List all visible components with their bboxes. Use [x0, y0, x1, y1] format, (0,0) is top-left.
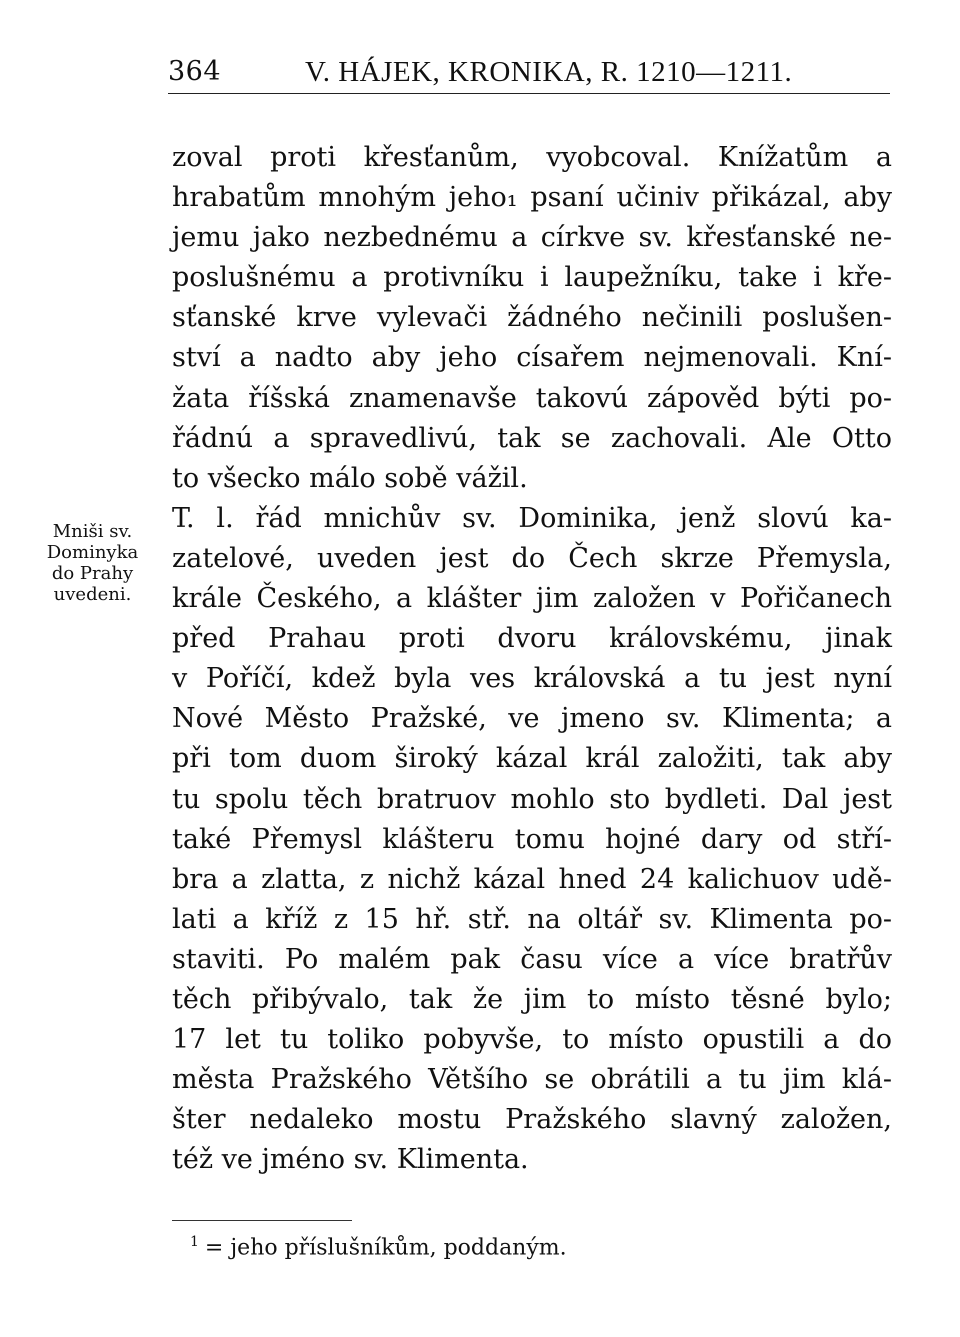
- text-line: v Poříčí, kdež byla ves královská a tu jest nyní: [172, 663, 892, 695]
- body-text: [172, 138, 892, 1180]
- text-line: bra a zlatta, z nichž kázal hned 24 kalichuov udě-: [172, 863, 892, 895]
- text-line: to všecko málo sobě vážil.: [172, 462, 528, 494]
- text-line: města Pražského Většího se obrátili a tu jim klá-: [172, 1064, 892, 1096]
- margin-note: [30, 521, 155, 605]
- text-line: při tom duom široký kázal král založiti, tak aby: [172, 743, 892, 775]
- footnote-marker: 1: [190, 1234, 199, 1250]
- margin-note-line: uvedeni.: [53, 584, 132, 605]
- text-line: šter nedaleko mostu Pražského slavný založen,: [172, 1104, 892, 1136]
- footnote-text: = jeho příslušníkům, poddaným.: [204, 1235, 567, 1261]
- text-line: krále Českého, a klášter jim založen v Pořičanech: [172, 583, 892, 615]
- header-rule: [168, 93, 890, 94]
- text-line: 17 let tu toliko pobyvše, to místo opustili a do: [172, 1024, 892, 1056]
- text-line: ství a nadto aby jeho císařem nejmenovali. Kní-: [172, 342, 892, 374]
- footnote: [190, 1234, 567, 1260]
- text-line: řádnú a spravedlivú, tak se zachovali. Ale Otto: [172, 422, 892, 454]
- text-line: lati a kříž z 15 hř. stř. na oltář sv. Klimenta po-: [172, 903, 892, 935]
- text-line: tu spolu těch bratruov mohlo sto bydleti. Dal jest: [172, 783, 892, 815]
- text-line: sťanské krve vylevači žádného nečinili poslušen-: [172, 302, 892, 334]
- text-line: také Přemysl klášteru tomu hojné dary od stří-: [172, 823, 892, 855]
- text-line: též ve jméno sv. Klimenta.: [172, 1144, 529, 1176]
- margin-note-line: do Prahy: [51, 563, 134, 584]
- text-line: zoval proti křesťanům, vyobcoval. Knížatům a: [172, 142, 892, 173]
- text-line: žata říšská znamenavše takovú zápověd býti po-: [172, 382, 892, 414]
- text-line: staviti. Po malém pak času více a více bratřův: [172, 943, 892, 975]
- text-line: zatelové, uveden jest do Čech skrze Přemysla,: [172, 542, 892, 574]
- footnote-rule: [172, 1220, 352, 1221]
- margin-note-line: Dominyka: [46, 542, 139, 563]
- running-title: V. HÁJEK, KRONIKA, R. 1210—1211.: [305, 56, 793, 88]
- text-line: před Prahau proti dvoru královskému, jinak: [172, 623, 892, 655]
- margin-note-line: Mniši sv.: [52, 521, 133, 542]
- text-line: jemu jako nezbednému a církve sv. křesťanské ne-: [172, 222, 892, 254]
- page-header: [168, 52, 890, 92]
- text-line: poslušnému a protivníku i laupežníku, take i kře-: [172, 262, 892, 294]
- text-line: hrabatům mnohým jeho₁ psaní učiniv přikázal, aby: [172, 182, 892, 214]
- text-line: těch přibývalo, tak že jim to místo těsné bylo;: [172, 983, 892, 1015]
- text-line: Nové Město Pražské, ve jmeno sv. Klimenta; a: [172, 703, 892, 735]
- text-line: T. l. řád mnichův sv. Dominika, jenž slovú ka-: [172, 502, 892, 534]
- page-number: 364: [168, 56, 222, 87]
